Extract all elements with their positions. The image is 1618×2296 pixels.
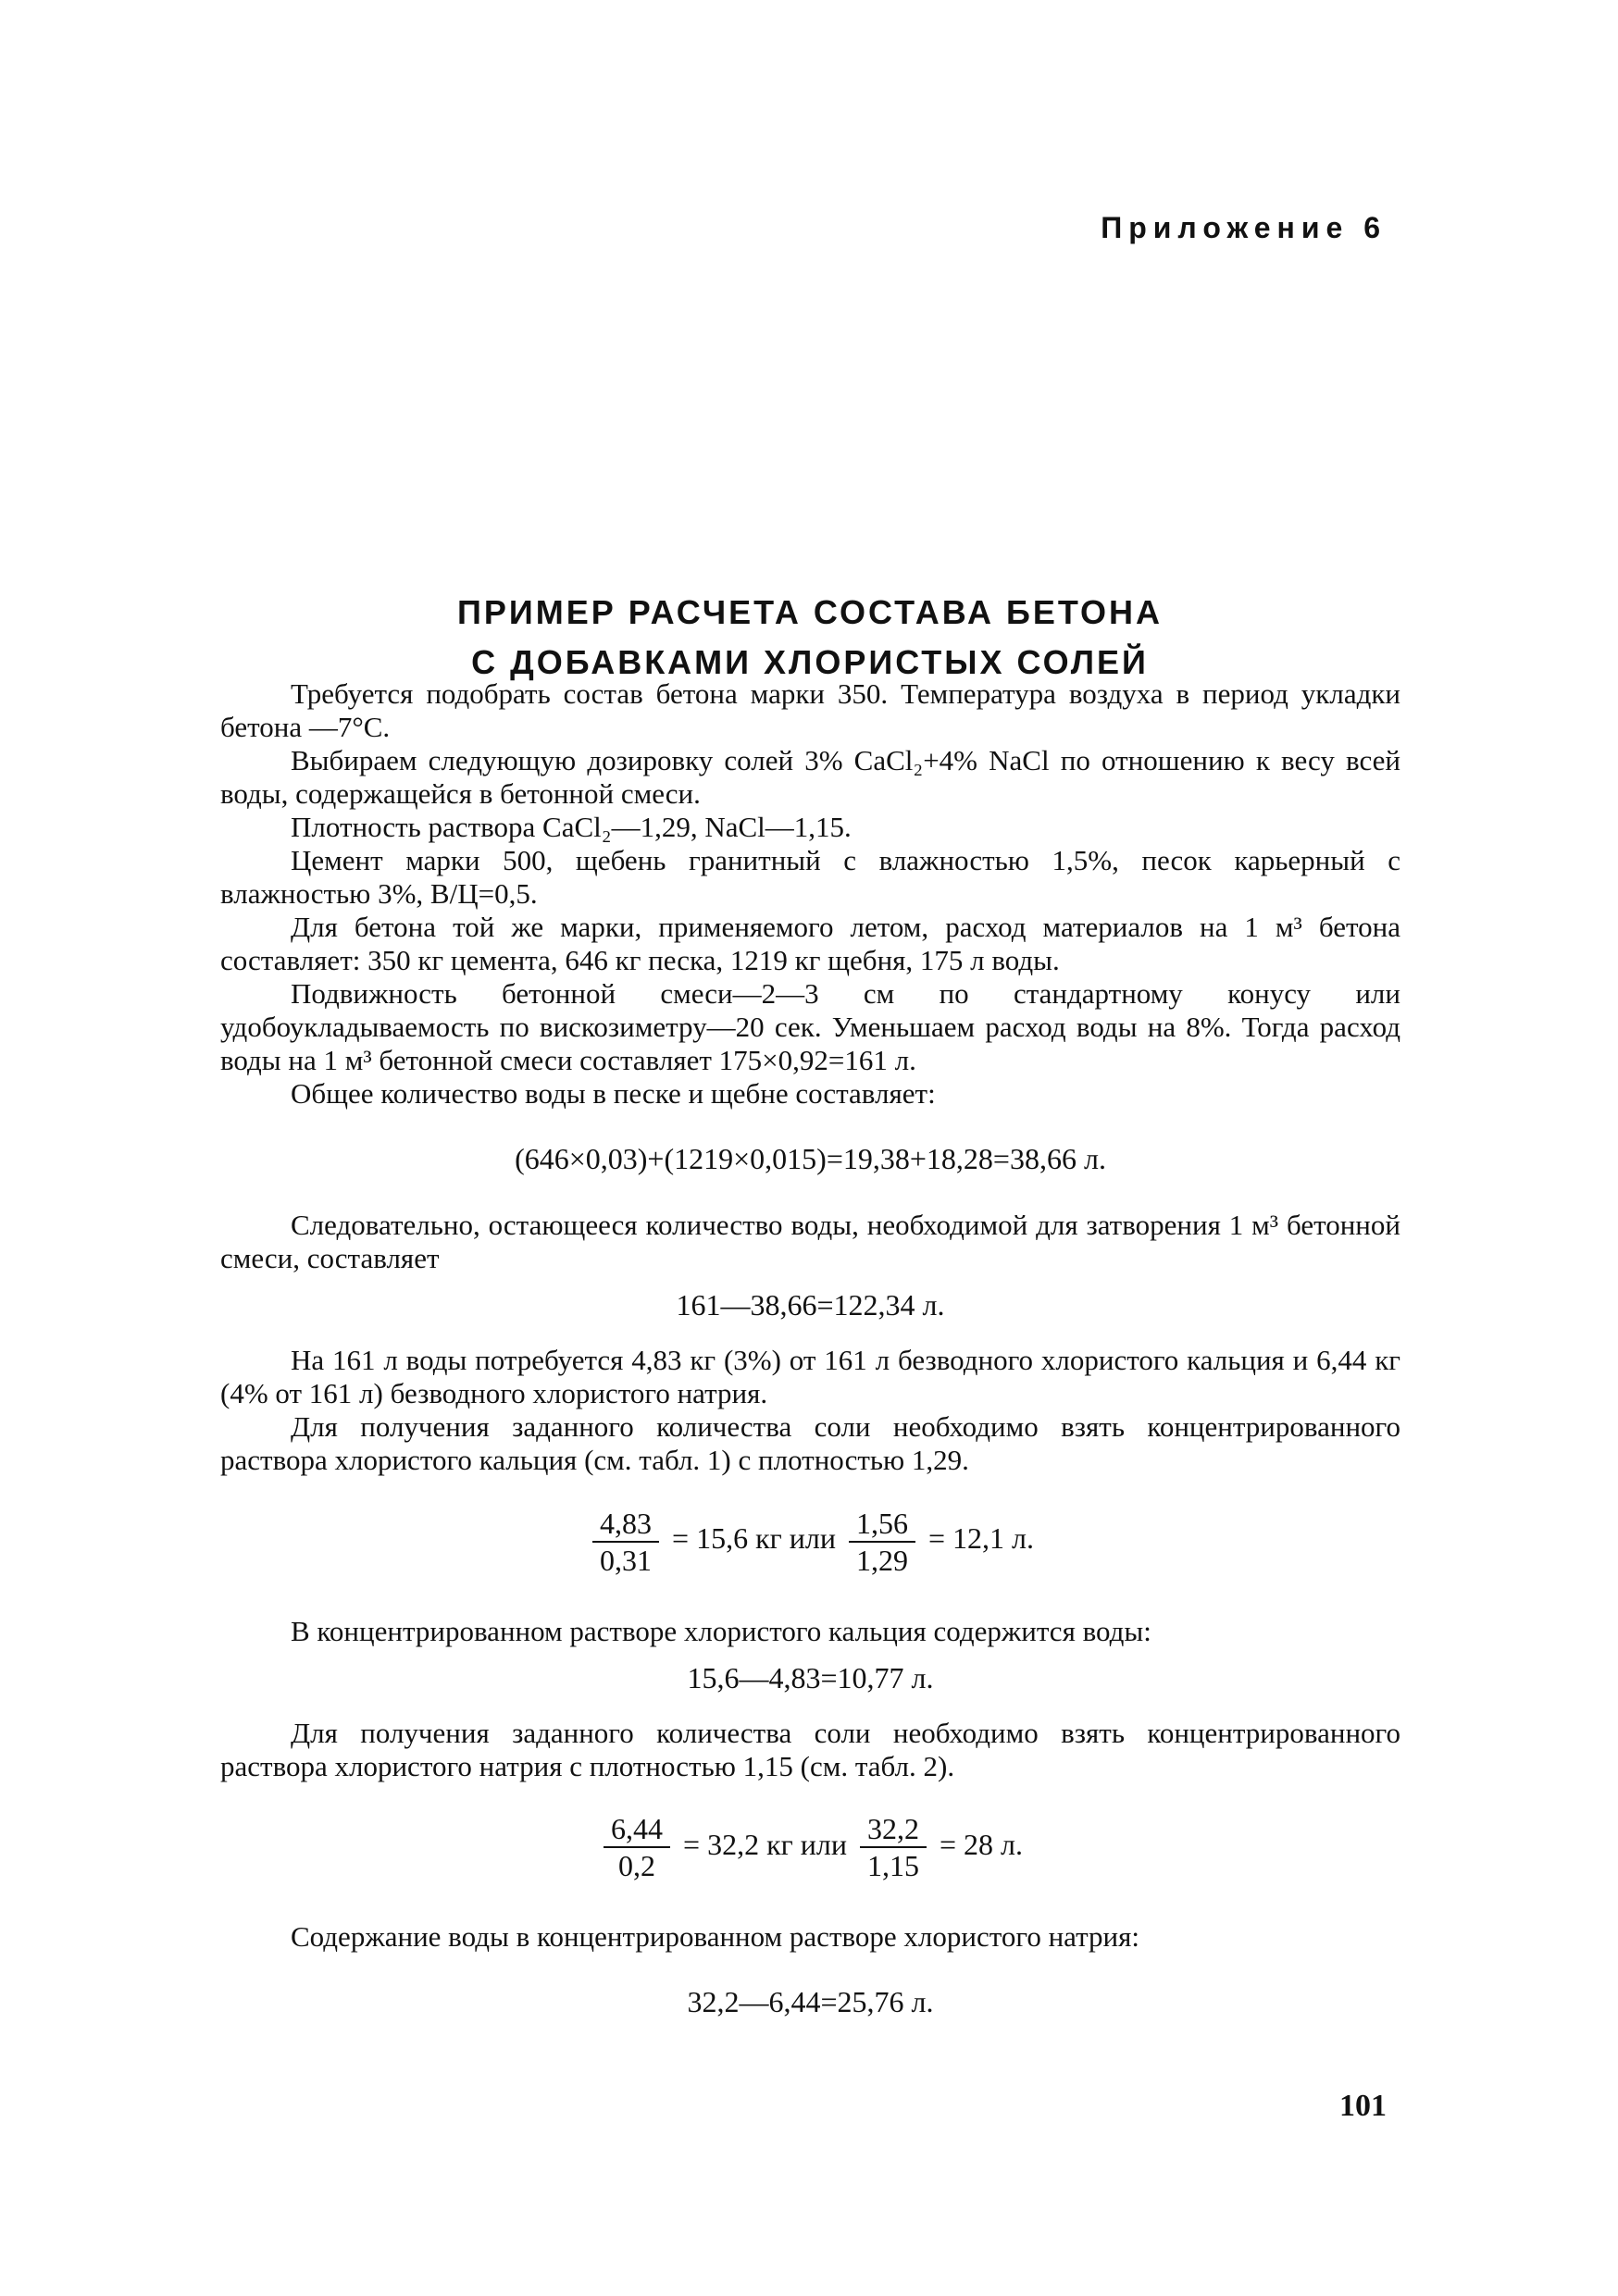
- fraction-denominator: 0,2: [618, 1849, 656, 1883]
- paragraph: В концентрированном растворе хлористого кальция содержится воды:: [291, 1614, 1151, 1647]
- paragraph: Выбираем следующую дозировку солей 3% CaCl₂+4% NaCl по отношению к весу всей воды, содержащейся в бетонной смеси.: [220, 744, 1400, 810]
- paragraph: Общее количество воды в песке и щебне составляет:: [291, 1077, 936, 1110]
- fraction-numerator: 4,83: [592, 1506, 659, 1543]
- paragraph: Для бетона той же марки, применяемого летом, расход материалов на 1 м³ бетона составляет: 350 кг цемента, 646 кг песка, 1219 кг щебня, 175 л воды.: [220, 911, 1400, 976]
- body-text: [220, 677, 1400, 2052]
- formula-water-in-aggregates: (646×0,03)+(1219×0,015)=19,38+18,28=38,66 л.: [515, 1142, 1106, 1175]
- formula-sodium-chloride-solution: [220, 1807, 1400, 1884]
- fraction-denominator: 1,15: [866, 1849, 919, 1883]
- formula-end: = 12,1 л.: [927, 1521, 1034, 1555]
- fraction-numerator: 6,44: [604, 1811, 670, 1848]
- formula-end: = 28 л.: [939, 1827, 1023, 1861]
- appendix-label: Приложение 6: [1101, 211, 1387, 244]
- fraction-numerator: 32,2: [860, 1811, 927, 1848]
- paragraph: На 161 л воды потребуется 4,83 кг (3%) от 161 л безводного хлористого кальция и 6,44 кг (4% от 161 л) безводного хлористого натрия.: [220, 1344, 1400, 1409]
- paragraph: Плотность раствора CaCl₂—1,29, NaCl—1,15.: [291, 811, 852, 843]
- paragraph: Для получения заданного количества соли необходимо взять концентрированного раствора хлористого натрия с плотностью 1,15 (см. табл. 2).: [220, 1716, 1400, 1782]
- page-title: [222, 588, 1398, 688]
- formula-middle: = 32,2 кг или: [683, 1827, 847, 1861]
- fraction-denominator: 0,31: [600, 1543, 653, 1577]
- formula-water-in-calcium-solution: 15,6—4,83=10,77 л.: [687, 1660, 934, 1694]
- formula-remaining-water: 161—38,66=122,34 л.: [676, 1288, 945, 1322]
- fraction: [592, 1506, 659, 1578]
- paragraph: Цемент марки 500, щебень гранитный с влажностью 1,5%, песок карьерный с влажностью 3%, В/Ц=0,5.: [220, 844, 1400, 910]
- paragraph: Требуется подобрать состав бетона марки 350. Температура воздуха в период укладки бетона —7°С.: [220, 677, 1400, 743]
- paragraph: Следовательно, остающееся количество воды, необходимой для затворения 1 м³ бетонной смеси, составляет: [220, 1209, 1400, 1274]
- fraction-denominator: 1,29: [855, 1543, 908, 1577]
- formula-middle: = 15,6 кг или: [672, 1521, 836, 1555]
- fraction: [849, 1506, 915, 1578]
- paragraph: Содержание воды в концентрированном растворе хлористого натрия:: [291, 1920, 1140, 1954]
- fraction-numerator: 1,56: [849, 1506, 915, 1543]
- fraction: [604, 1811, 670, 1883]
- title-line-2: С ДОБАВКАМИ ХЛОРИСТЫХ СОЛЕЙ: [471, 643, 1149, 681]
- paragraph: Подвижность бетонной смеси—2—3 см по стандартному конусу или удобоукладываемость по вискозиметру—20 сек. Уменьшаем расход воды на 8%. Тогда расход воды на 1 м³ бетонной смеси составляет 175×0,92=161 л.: [220, 977, 1400, 1076]
- formula-water-in-sodium-solution: 32,2—6,44=25,76 л.: [687, 1985, 934, 2019]
- fraction: [860, 1811, 927, 1883]
- formula-calcium-chloride-solution: [220, 1501, 1400, 1578]
- page-number: 101: [1339, 2089, 1387, 2123]
- title-line-1: ПРИМЕР РАСЧЕТА СОСТАВА БЕТОНА: [457, 593, 1163, 631]
- paragraph: Для получения заданного количества соли необходимо взять концентрированного раствора хлористого кальция (см. табл. 1) с плотностью 1,29.: [220, 1410, 1400, 1476]
